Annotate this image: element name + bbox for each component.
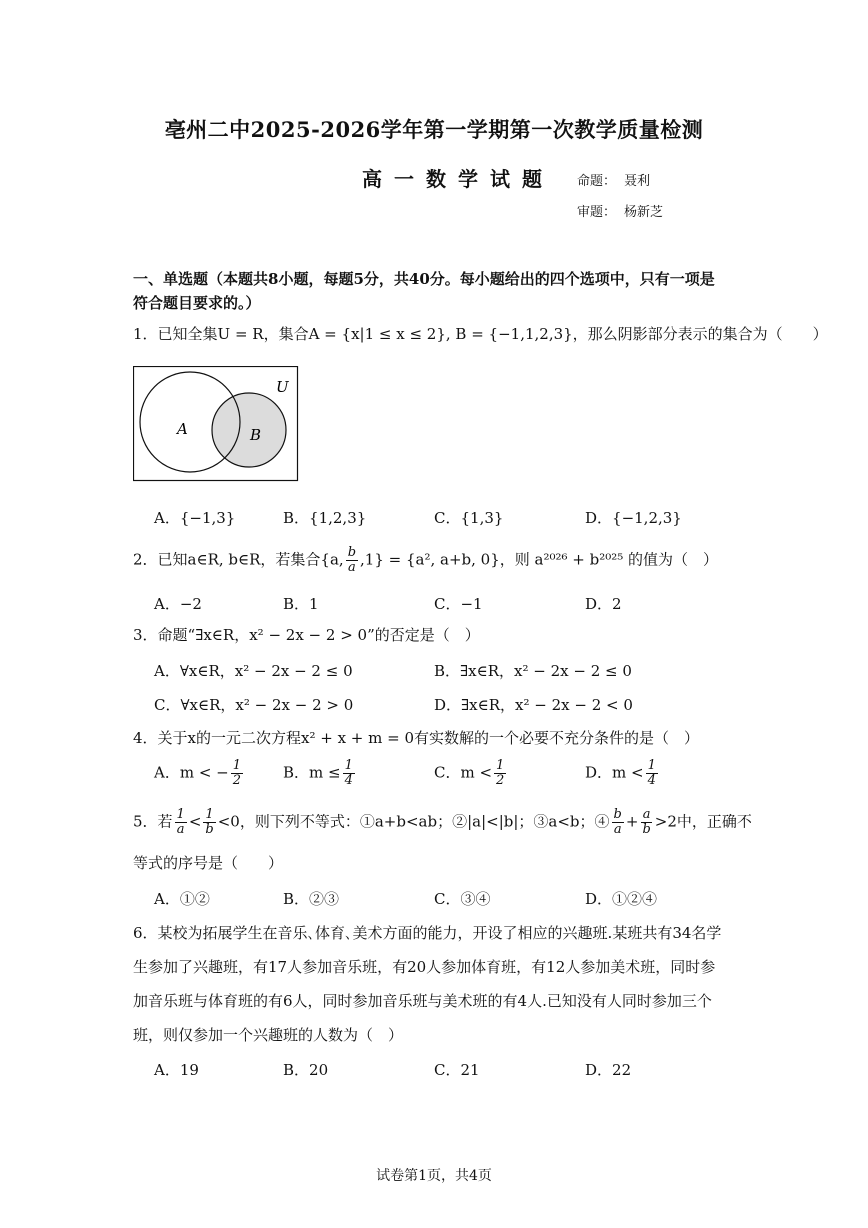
- q4-option-b-label: B．m ≤: [283, 763, 341, 782]
- q2-text-before: 2．已知a∈R, b∈R，若集合{a,: [133, 550, 344, 569]
- exam-title: 亳州二中2025-2026学年第一学期第一次教学质量检测: [164, 117, 704, 142]
- q5-end: >2中，正确不: [654, 812, 752, 831]
- venn-label-a: A: [177, 420, 188, 438]
- venn-diagram: [133, 366, 299, 482]
- q2-text-after: ,1} = {a², a+b, 0}，则 a²⁰²⁶ + b²⁰²⁵ 的值为（ ）: [360, 550, 719, 569]
- q4-option-a-frac: $\frac{1}{2}$: [232, 758, 242, 788]
- q1-option-b: B．{1,2,3}: [283, 509, 367, 527]
- q4-option-a: [154, 759, 245, 788]
- venn-label-u: U: [276, 378, 289, 396]
- q2-option-c: C．−1: [434, 595, 483, 613]
- q3-option-d: D．∃x∈R，x² − 2x − 2 < 0: [434, 696, 633, 714]
- q5-cond-frac-1: $\frac{1}{a}$: [176, 807, 185, 837]
- q3-option-c: C．∀x∈R，x² − 2x − 2 > 0: [154, 696, 354, 714]
- q5-option-d: D．①②④: [585, 890, 658, 908]
- question-3-text: 3．命题“∃x∈R，x² − 2x − 2 > 0”的否定是（ ）: [133, 626, 480, 644]
- page-footer: 试卷第1页，共4页: [376, 1168, 492, 1184]
- question-5-text-line2: 等式的序号是（ ）: [133, 854, 284, 872]
- reviewer-name: 杨新芝: [624, 205, 664, 220]
- q1-option-d: D．{−1,2,3}: [585, 509, 682, 527]
- q2-frac-den: a: [347, 560, 356, 575]
- question-5-text: [133, 808, 752, 837]
- question-6-line2: 生参加了兴趣班，有17人参加音乐班，有20人参加体育班，有12人参加美术班，同时参: [133, 958, 716, 976]
- section-heading-line2: 符合题目要求的。）: [133, 294, 261, 312]
- q4-option-b-frac: $\frac{1}{4}$: [344, 758, 353, 788]
- question-1-text: 1．已知全集U = R，集合A = {x|1 ≤ x ≤ 2}, B = {−1,1,2,3}，那么阴影部分表示的集合为（ ）: [133, 325, 828, 343]
- q6-option-b: B．20: [283, 1061, 329, 1079]
- proposer-label: 命题：: [577, 174, 617, 189]
- q2-option-b: B．1: [283, 595, 319, 613]
- q5-cond-frac-2: $\frac{1}{b}$: [205, 807, 214, 837]
- venn-set-b-circle: [212, 393, 286, 467]
- q4-option-c-label: C．m <: [434, 763, 493, 782]
- q1-option-c: C．{1,3}: [434, 509, 504, 527]
- q5-prefix: 5．若: [133, 812, 173, 831]
- q6-option-a: A．19: [154, 1061, 199, 1079]
- reviewer-line: [577, 201, 663, 220]
- question-2-text: [133, 546, 718, 575]
- question-6-line3: 加音乐班与体育班的有6人，同时参加音乐班与美术班的有4人.已知没有人同时参加三个: [133, 992, 712, 1010]
- q5-plus: +: [625, 812, 639, 831]
- q5-frac-3: $\frac{b}{a}$: [613, 807, 622, 837]
- question-4-text: 4．关于x的一元二次方程x² + x + m = 0有实数解的一个必要不充分条件的是（ ）: [133, 729, 700, 747]
- section-heading-line1: 一、单选题（本题共8小题，每题5分，共40分。每小题给出的四个选项中，只有一项是: [133, 270, 715, 288]
- question-6-line1: 6．某校为拓展学生在音乐､体育､美术方面的能力，开设了相应的兴趣班.某班共有34名学: [133, 924, 722, 942]
- q4-option-c: [434, 759, 508, 788]
- q5-option-c: C．③④: [434, 890, 491, 908]
- q4-option-c-frac: $\frac{1}{2}$: [496, 758, 505, 788]
- q3-option-b: B．∃x∈R，x² − 2x − 2 ≤ 0: [434, 662, 632, 680]
- q2-frac-num: b: [347, 545, 357, 560]
- q4-option-b: [283, 759, 357, 788]
- q4-option-a-label: A．m < −: [154, 763, 229, 782]
- q5-cond-mid: <: [188, 812, 202, 831]
- q3-option-a: A．∀x∈R，x² − 2x − 2 ≤ 0: [154, 662, 353, 680]
- q5-frac-4: $\frac{a}{b}$: [642, 807, 651, 837]
- q2-fraction: [346, 546, 358, 575]
- reviewer-label: 审题：: [577, 205, 617, 220]
- q4-option-d-frac: $\frac{1}{4}$: [647, 758, 656, 788]
- q2-option-d: D．2: [585, 595, 622, 613]
- venn-label-b: B: [250, 426, 262, 444]
- q6-option-c: C．21: [434, 1061, 480, 1079]
- q2-option-a: A．−2: [154, 595, 202, 613]
- proposer-line: [577, 170, 650, 189]
- q6-option-d: D．22: [585, 1061, 632, 1079]
- q4-option-d: [585, 759, 660, 788]
- exam-subtitle: 高一数学试题: [362, 167, 554, 191]
- q1-option-a: A．{−1,3}: [154, 509, 236, 527]
- q5-mid: <0，则下列不等式：①a+b<ab；②|a|<|b|；③a<b；④: [217, 812, 610, 831]
- q5-option-b: B．②③: [283, 890, 340, 908]
- question-6-line4: 班，则仅参加一个兴趣班的人数为（ ）: [133, 1026, 404, 1044]
- q5-option-a: A．①②: [154, 890, 210, 908]
- proposer-name: 聂利: [624, 174, 651, 189]
- q4-option-d-label: D．m <: [585, 763, 644, 782]
